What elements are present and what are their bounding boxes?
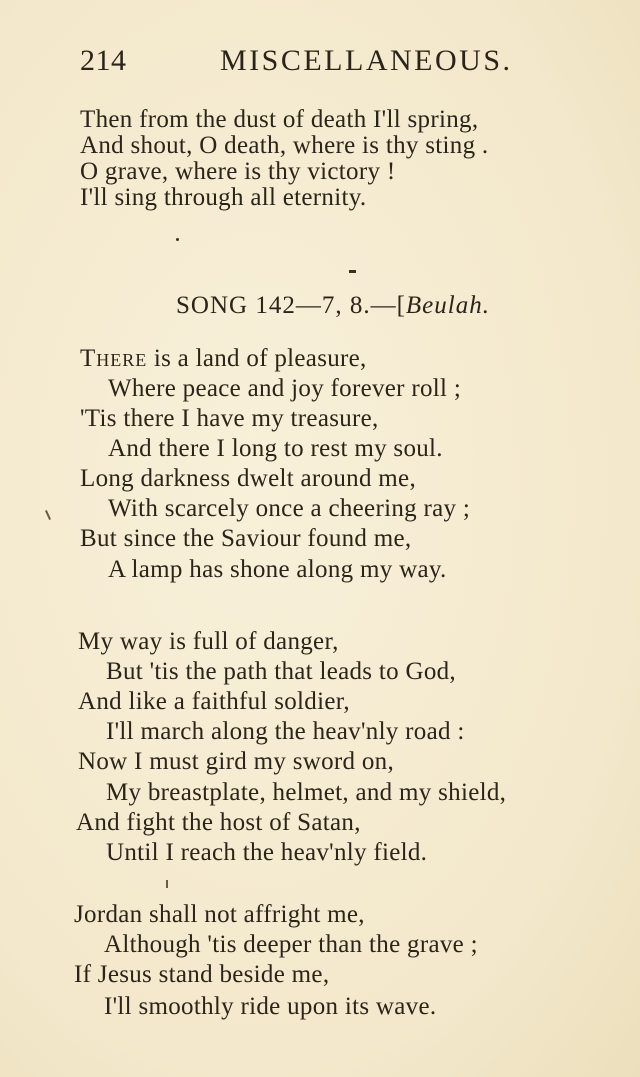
first-line-text: is a land of pleasure, bbox=[147, 345, 367, 372]
verse-line: Jordan shall not affright me, bbox=[74, 901, 365, 928]
verse-line: I'll march along the heav'nly road : bbox=[106, 718, 465, 745]
verse-line: Until I reach the heav'nly field. bbox=[106, 839, 428, 866]
verse-line: 'Tis there I have my treasure, bbox=[80, 405, 379, 432]
song-title bbox=[176, 292, 490, 320]
verse-line: My breastplate, helmet, and my shield, bbox=[106, 779, 507, 806]
verse-line: I'll smoothly ride upon its wave. bbox=[104, 993, 437, 1020]
running-head: MISCELLANEOUS. bbox=[220, 44, 513, 77]
verse-line: But since the Saviour found me, bbox=[80, 525, 412, 552]
opening-word: There bbox=[80, 345, 148, 372]
tune-name: Beulah. bbox=[405, 292, 490, 319]
page-header bbox=[80, 44, 513, 84]
margin-mark bbox=[45, 510, 51, 520]
page-number: 214 bbox=[80, 44, 127, 77]
verse-line: With scarcely once a cheering ray ; bbox=[108, 495, 471, 522]
verse-line: O grave, where is thy victory ! bbox=[80, 158, 396, 185]
verse-line: And fight the host of Satan, bbox=[76, 809, 361, 836]
verse-line: Although 'tis deeper than the grave ; bbox=[104, 931, 478, 958]
verse-line: And shout, O death, where is thy sting . bbox=[80, 132, 489, 159]
verse-line: But 'tis the path that leads to God, bbox=[106, 658, 456, 685]
verse-line: And there I long to rest my soul. bbox=[108, 435, 443, 462]
verse-line: Then from the dust of death I'll spring, bbox=[80, 106, 479, 133]
ornament-dash bbox=[349, 270, 356, 273]
verse-line: If Jesus stand beside me, bbox=[74, 961, 330, 988]
verse-line: My way is full of danger, bbox=[78, 628, 339, 655]
verse-line: And like a faithful soldier, bbox=[78, 688, 350, 715]
verse-line: I'll sing through all eternity. bbox=[80, 184, 367, 211]
ink-mark bbox=[166, 880, 168, 888]
verse-line: Where peace and joy forever roll ; bbox=[108, 375, 462, 402]
verse-line: A lamp has shone along my way. bbox=[108, 556, 447, 583]
ink-speck bbox=[176, 238, 179, 241]
verse-line bbox=[80, 345, 367, 373]
verse-line: Long darkness dwelt around me, bbox=[80, 465, 417, 492]
song-number: SONG 142—7, 8.—[ bbox=[176, 292, 406, 319]
verse-line: Now I must gird my sword on, bbox=[78, 748, 395, 775]
